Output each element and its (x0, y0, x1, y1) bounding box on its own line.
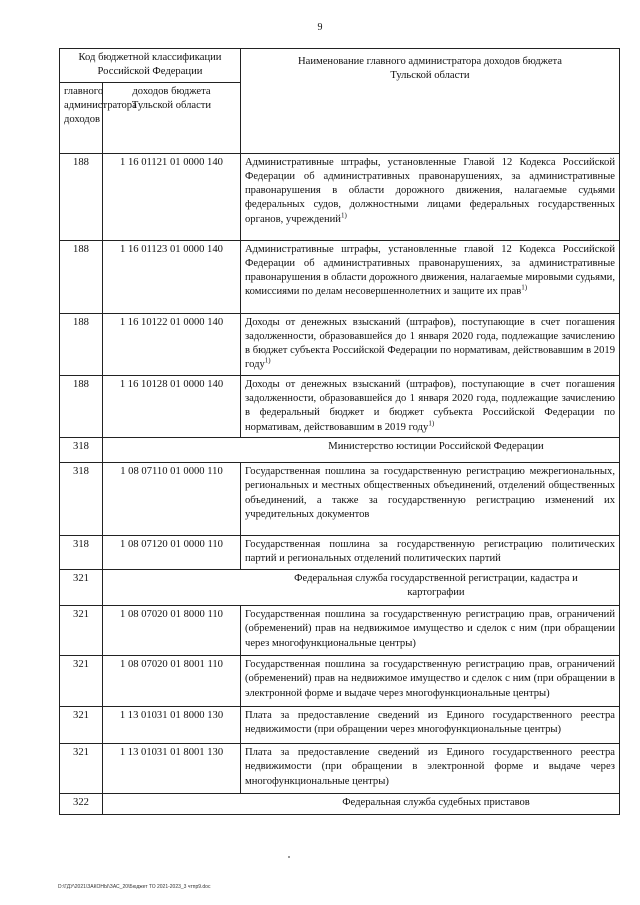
header-name-column: Наименование главного администратора доходов бюджета Тульской области (241, 49, 620, 154)
revenue-name-text: Доходы от денежных взысканий (штрафов), поступающие в счет погашения задолженности, образовавшейся до 1 января 2020 года, подлежащие зачислению в федеральный бюджет и бюджет субъекта Российской Федерации по нормативам, действовавшим в 2019 году (245, 378, 615, 433)
revenue-code-cell: 1 16 10128 01 0000 140 (103, 375, 241, 437)
admin-code-cell: 188 (60, 153, 103, 240)
scan-dot (288, 856, 290, 858)
revenue-code-cell: 1 16 10122 01 0000 140 (103, 313, 241, 375)
table-row (60, 375, 620, 437)
admin-code-cell: 188 (60, 240, 103, 313)
admin-code-cell: 188 (60, 313, 103, 375)
administrator-row (60, 437, 620, 462)
header-code-group: Код бюджетной классификации Российской Федерации (60, 49, 241, 83)
table-row (60, 605, 620, 655)
table-row (60, 240, 620, 313)
revenue-code-cell: 1 16 01121 01 0000 140 (103, 153, 241, 240)
admin-code-cell: 321 (60, 706, 103, 743)
administrator-row (60, 569, 620, 605)
admin-code-cell: 318 (60, 437, 103, 462)
table-header-row (60, 49, 620, 83)
admin-code-cell: 318 (60, 535, 103, 569)
admin-code-cell: 321 (60, 743, 103, 793)
admin-code-cell: 318 (60, 462, 103, 535)
revenue-code-cell: 1 08 07020 01 8000 110 (103, 605, 241, 655)
table-row (60, 313, 620, 375)
revenue-code-cell: 1 08 07120 01 0000 110 (103, 535, 241, 569)
revenue-name-cell (241, 153, 620, 240)
revenue-code-cell: 1 16 01123 01 0000 140 (103, 240, 241, 313)
revenue-name-cell (241, 706, 620, 743)
admin-code-cell: 321 (60, 605, 103, 655)
revenue-name-cell (241, 535, 620, 569)
table-row (60, 462, 620, 535)
table-row (60, 153, 620, 240)
revenue-code-cell: 1 08 07110 01 0000 110 (103, 462, 241, 535)
administrator-name-cell: Федеральная служба судебных приставов (103, 793, 620, 814)
administrator-name-cell: Министерство юстиции Российской Федерации (103, 437, 620, 462)
revenue-name-cell (241, 375, 620, 437)
revenue-code-cell: 1 13 01031 01 8000 130 (103, 706, 241, 743)
footer-file-path: D:\ГДУ\2021\ЗАКОНЫ\ЗАС_20\Бюджет ТО 2021-2023_3 чтпр9.doc (58, 884, 211, 890)
footnote-marker: 1) (521, 283, 528, 292)
page-number: 9 (317, 22, 323, 33)
admin-code-cell: 322 (60, 793, 103, 814)
footnote-marker: 1) (428, 419, 435, 428)
header-revenue-column: доходов бюджета Тульской области (103, 82, 241, 153)
revenue-name-text: Государственная пошлина за государственную регистрацию межрегиональных, региональных и местных общественных объединений, отделений общественных объединений, а также за государственную регистрацию изменений их учредительных документов (245, 465, 615, 520)
admin-code-cell: 188 (60, 375, 103, 437)
revenue-name-cell (241, 743, 620, 793)
table-row (60, 655, 620, 706)
revenue-name-cell (241, 240, 620, 313)
revenue-name-text: Административные штрафы, установленные Главой 12 Кодекса Российской Федерации об административных правонарушениях, за административные правонарушения в области дорожного движения, налагаемые судьями федеральных судов, должностными лицами федеральных государственных органов, учреждений (245, 156, 615, 225)
revenue-name-text: Государственная пошлина за государственную регистрацию прав, ограничений (обременений) прав на недвижимое имущество и сделок с ним (при обращении в электронной форме и выдаче через многофункциональные центры) (245, 658, 615, 699)
revenue-name-text: Плата за предоставление сведений из Единого государственного реестра недвижимости (при обращении через многофункциональные центры) (245, 709, 615, 736)
revenue-name-text: Доходы от денежных взысканий (штрафов), поступающие в счет погашения задолженности, образовавшейся до 1 января 2020 года, подлежащие зачислению в бюджет субъекта Российской Федерации по нормативам, действовавшим в 2019 году (245, 316, 615, 371)
administrator-name-cell: Федеральная служба государственной регистрации, кадастра и картографии (103, 569, 620, 605)
revenue-code-cell: 1 08 07020 01 8001 110 (103, 655, 241, 706)
table-row (60, 743, 620, 793)
revenue-name-cell (241, 462, 620, 535)
table-row (60, 706, 620, 743)
revenue-name-text: Плата за предоставление сведений из Единого государственного реестра недвижимости (при обращении в электронной форме и выдаче через многофункциональные центры) (245, 746, 615, 787)
revenue-name-text: Административные штрафы, установленные главой 12 Кодекса Российской Федерации об административных правонарушениях, за административные правонарушения в области дорожного движения, налагаемые мировыми судьями, комиссиями по делам несовершеннолетних и защите их прав (245, 243, 615, 298)
administrator-row (60, 793, 620, 814)
header-admin-column: главного администратора доходов (60, 82, 103, 153)
footnote-marker: 1) (340, 211, 347, 220)
revenue-administrators-table (59, 48, 620, 815)
admin-code-cell: 321 (60, 655, 103, 706)
table-row (60, 535, 620, 569)
revenue-name-text: Государственная пошлина за государственную регистрацию прав, ограничений (обременений) прав на недвижимое имущество и сделок с ним (при обращении через многофункциональные центры) (245, 608, 615, 649)
admin-code-cell: 321 (60, 569, 103, 605)
revenue-code-cell: 1 13 01031 01 8001 130 (103, 743, 241, 793)
revenue-name-cell (241, 655, 620, 706)
revenue-name-cell (241, 605, 620, 655)
revenue-name-cell (241, 313, 620, 375)
revenue-name-text: Государственная пошлина за государственную регистрацию политических партий и региональных отделений политических партий (245, 538, 615, 565)
footnote-marker: 1) (264, 356, 271, 365)
